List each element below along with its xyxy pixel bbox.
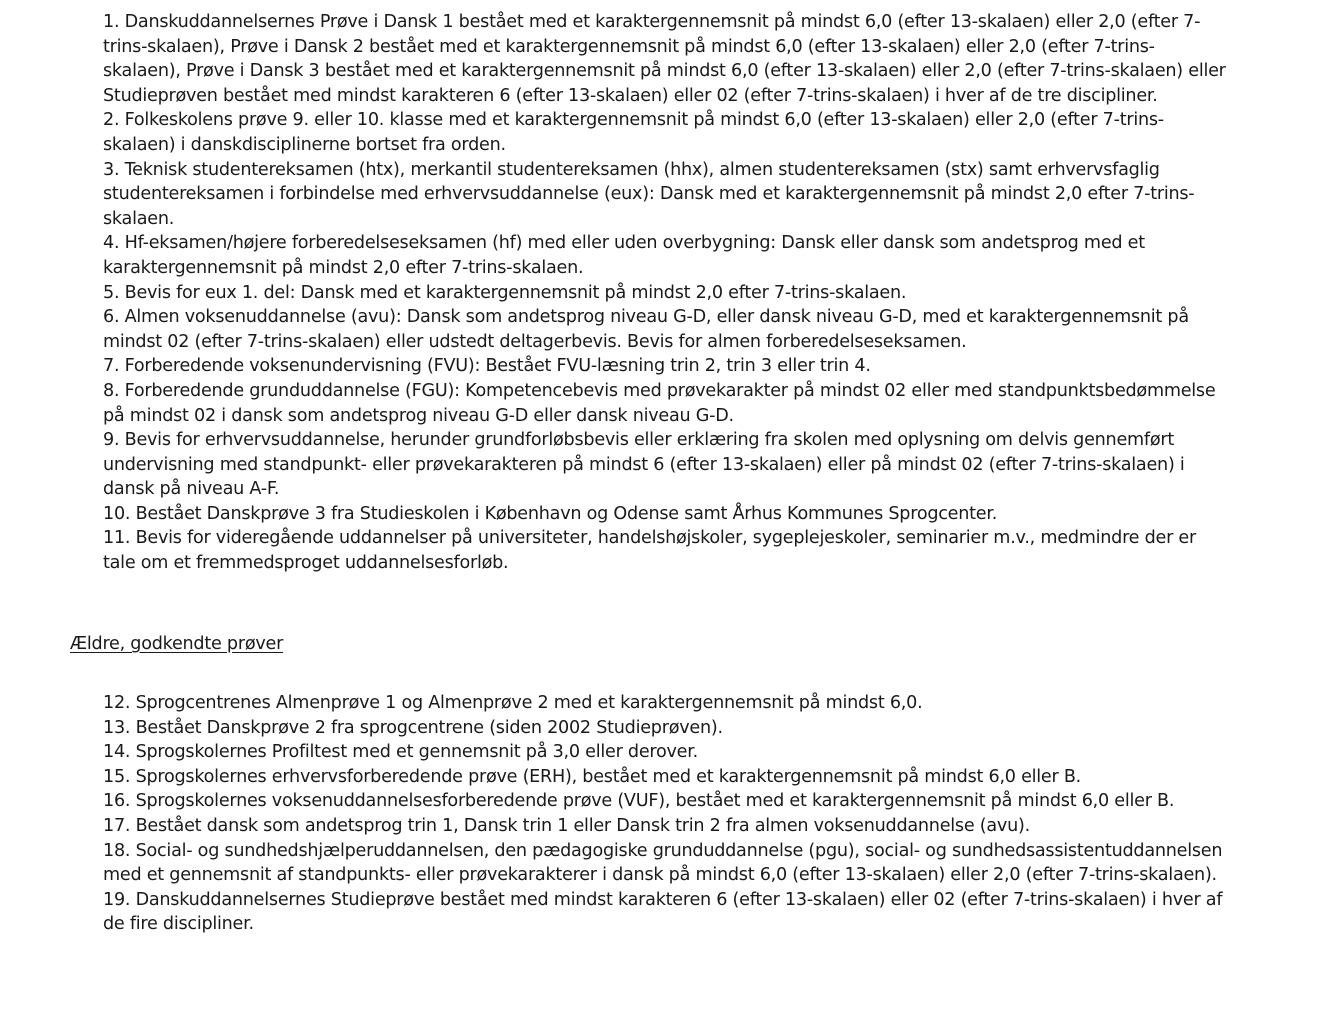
list-item: 9. Bevis for erhvervsuddannelse, herunder grundforløbsbevis eller erklæring fra skolen med oplysning om delvis gennemført undervisning med standpunkt- eller prøvekarakteren på mindst 6 (efter 13-skalaen) eller på mindst 02 (efter 7-trins-skalaen) i dansk på niveau A-F. [103,430,1185,500]
older-approved-tests-list [103,691,1228,937]
list-item: 5. Bevis for eux 1. del: Dansk med et karaktergennemsnit på mindst 2,0 efter 7-trins-skalaen. [103,282,907,303]
list-item: 8. Forberedende grunduddannelse (FGU): Kompetencebevis med prøvekarakter på mindst 02 eller med standpunktsbedømmelse på mindst 02 i dansk som andetsprog niveau G-D eller dansk niveau G-D. [103,380,1216,426]
list-item: 16. Sprogskolernes voksenuddannelsesforberedende prøve (VUF), bestået med et karaktergennemsnit på mindst 6,0 eller B. [103,791,1175,812]
list-item: 6. Almen voksenuddannelse (avu): Dansk som andetsprog niveau G-D, eller dansk niveau G-D, med et karaktergennemsnit på mindst 02 (efter 7-trins-skalaen) eller udstedt deltagerbevis. Bevis for almen forberedelseseksamen. [103,307,1189,352]
older-approved-tests-heading: Ældre, godkendte prøver [70,634,284,654]
list-item: 2. Folkeskolens prøve 9. eller 10. klasse med et karaktergennemsnit på mindst 6,0 (efter 13-skalaen) eller 2,0 (efter 7-trins-skalaen) i danskdisciplinerne bortset fra orden. [103,110,1164,155]
list-item: 10. Bestået Danskprøve 3 fra Studieskolen i København og Odense samt Århus Kommunes Sprogcenter. [103,503,998,524]
list-item: 15. Sprogskolernes erhvervsforberedende prøve (ERH), bestået med et karaktergennemsnit på mindst 6,0 eller B. [103,766,1081,787]
list-item: 1. Danskuddannelsernes Prøve i Dansk 1 bestået med et karaktergennemsnit på mindst 6,0 (efter 13-skalaen) eller 2,0 (efter 7-trins-skalaen), Prøve i Dansk 2 bestået med et karaktergennemsnit på mindst 6,0 (efter 13-skalaen) eller 2,0 (efter 7-trins-skalaen), Prøve i Dansk 3 bestået med et karaktergennemsnit på mindst 6,0 (efter 13-skalaen) eller 2,0 (efter 7-trins-skalaen) eller Studieprøven bestået med mindst karakteren 6 (efter 13-skalaen) eller 02 (efter 7-trins-skalaen) i hver af de tre discipliner. [103,12,1226,106]
list-item: 12. Sprogcentrenes Almenprøve 1 og Almenprøve 2 med et karaktergennemsnit på mindst 6,0. [103,693,923,713]
approved-tests-list [103,10,1228,576]
list-item: 3. Teknisk studentereksamen (htx), merkantil studentereksamen (hhx), almen studentereksamen (stx) samt erhvervsfaglig studentereksamen i forbindelse med erhvervsuddannelse (eux): Dansk med et karaktergennemsnit på mindst 2,0 efter 7-trins-skalaen. [103,159,1195,229]
list-item: 13. Bestået Danskprøve 2 fra sprogcentrene (siden 2002 Studieprøven). [103,717,723,738]
list-item: 11. Bevis for videregående uddannelser på universiteter, handelshøjskoler, sygeplejeskoler, seminarier m.v., medmindre der er tale om et fremmedsproget uddannelsesforløb. [103,528,1196,574]
list-item: 19. Danskuddannelsernes Studieprøve bestået med mindst karakteren 6 (efter 13-skalaen) eller 02 (efter 7-trins-skalaen) i hver af de fire discipliner. [103,889,1223,935]
list-item: 17. Bestået dansk som andetsprog trin 1, Dansk trin 1 eller Dansk trin 2 fra almen voksenuddannelse (avu). [103,815,1030,836]
list-item: 7. Forberedende voksenundervisning (FVU): Bestået FVU-læsning trin 2, trin 3 eller trin 4. [103,356,871,377]
list-item: 14. Sprogskolernes Profiltest med et gennemsnit på 3,0 eller derover. [103,742,698,763]
list-item: 4. Hf-eksamen/højere forberedelseseksamen (hf) med eller uden overbygning: Dansk eller dansk som andetsprog med et karaktergennemsnit på mindst 2,0 efter 7-trins-skalaen. [103,233,1145,278]
list-item: 18. Social- og sundhedshjælperuddannelsen, den pædagogiske grunduddannelse (pgu), social- og sundhedsassistentuddannelsen med et gennemsnit af standpunkts- eller prøvekarakterer i dansk på mindst 6,0 (efter 13-skalaen) eller 2,0 (efter 7-trins-skalaen). [103,840,1223,886]
